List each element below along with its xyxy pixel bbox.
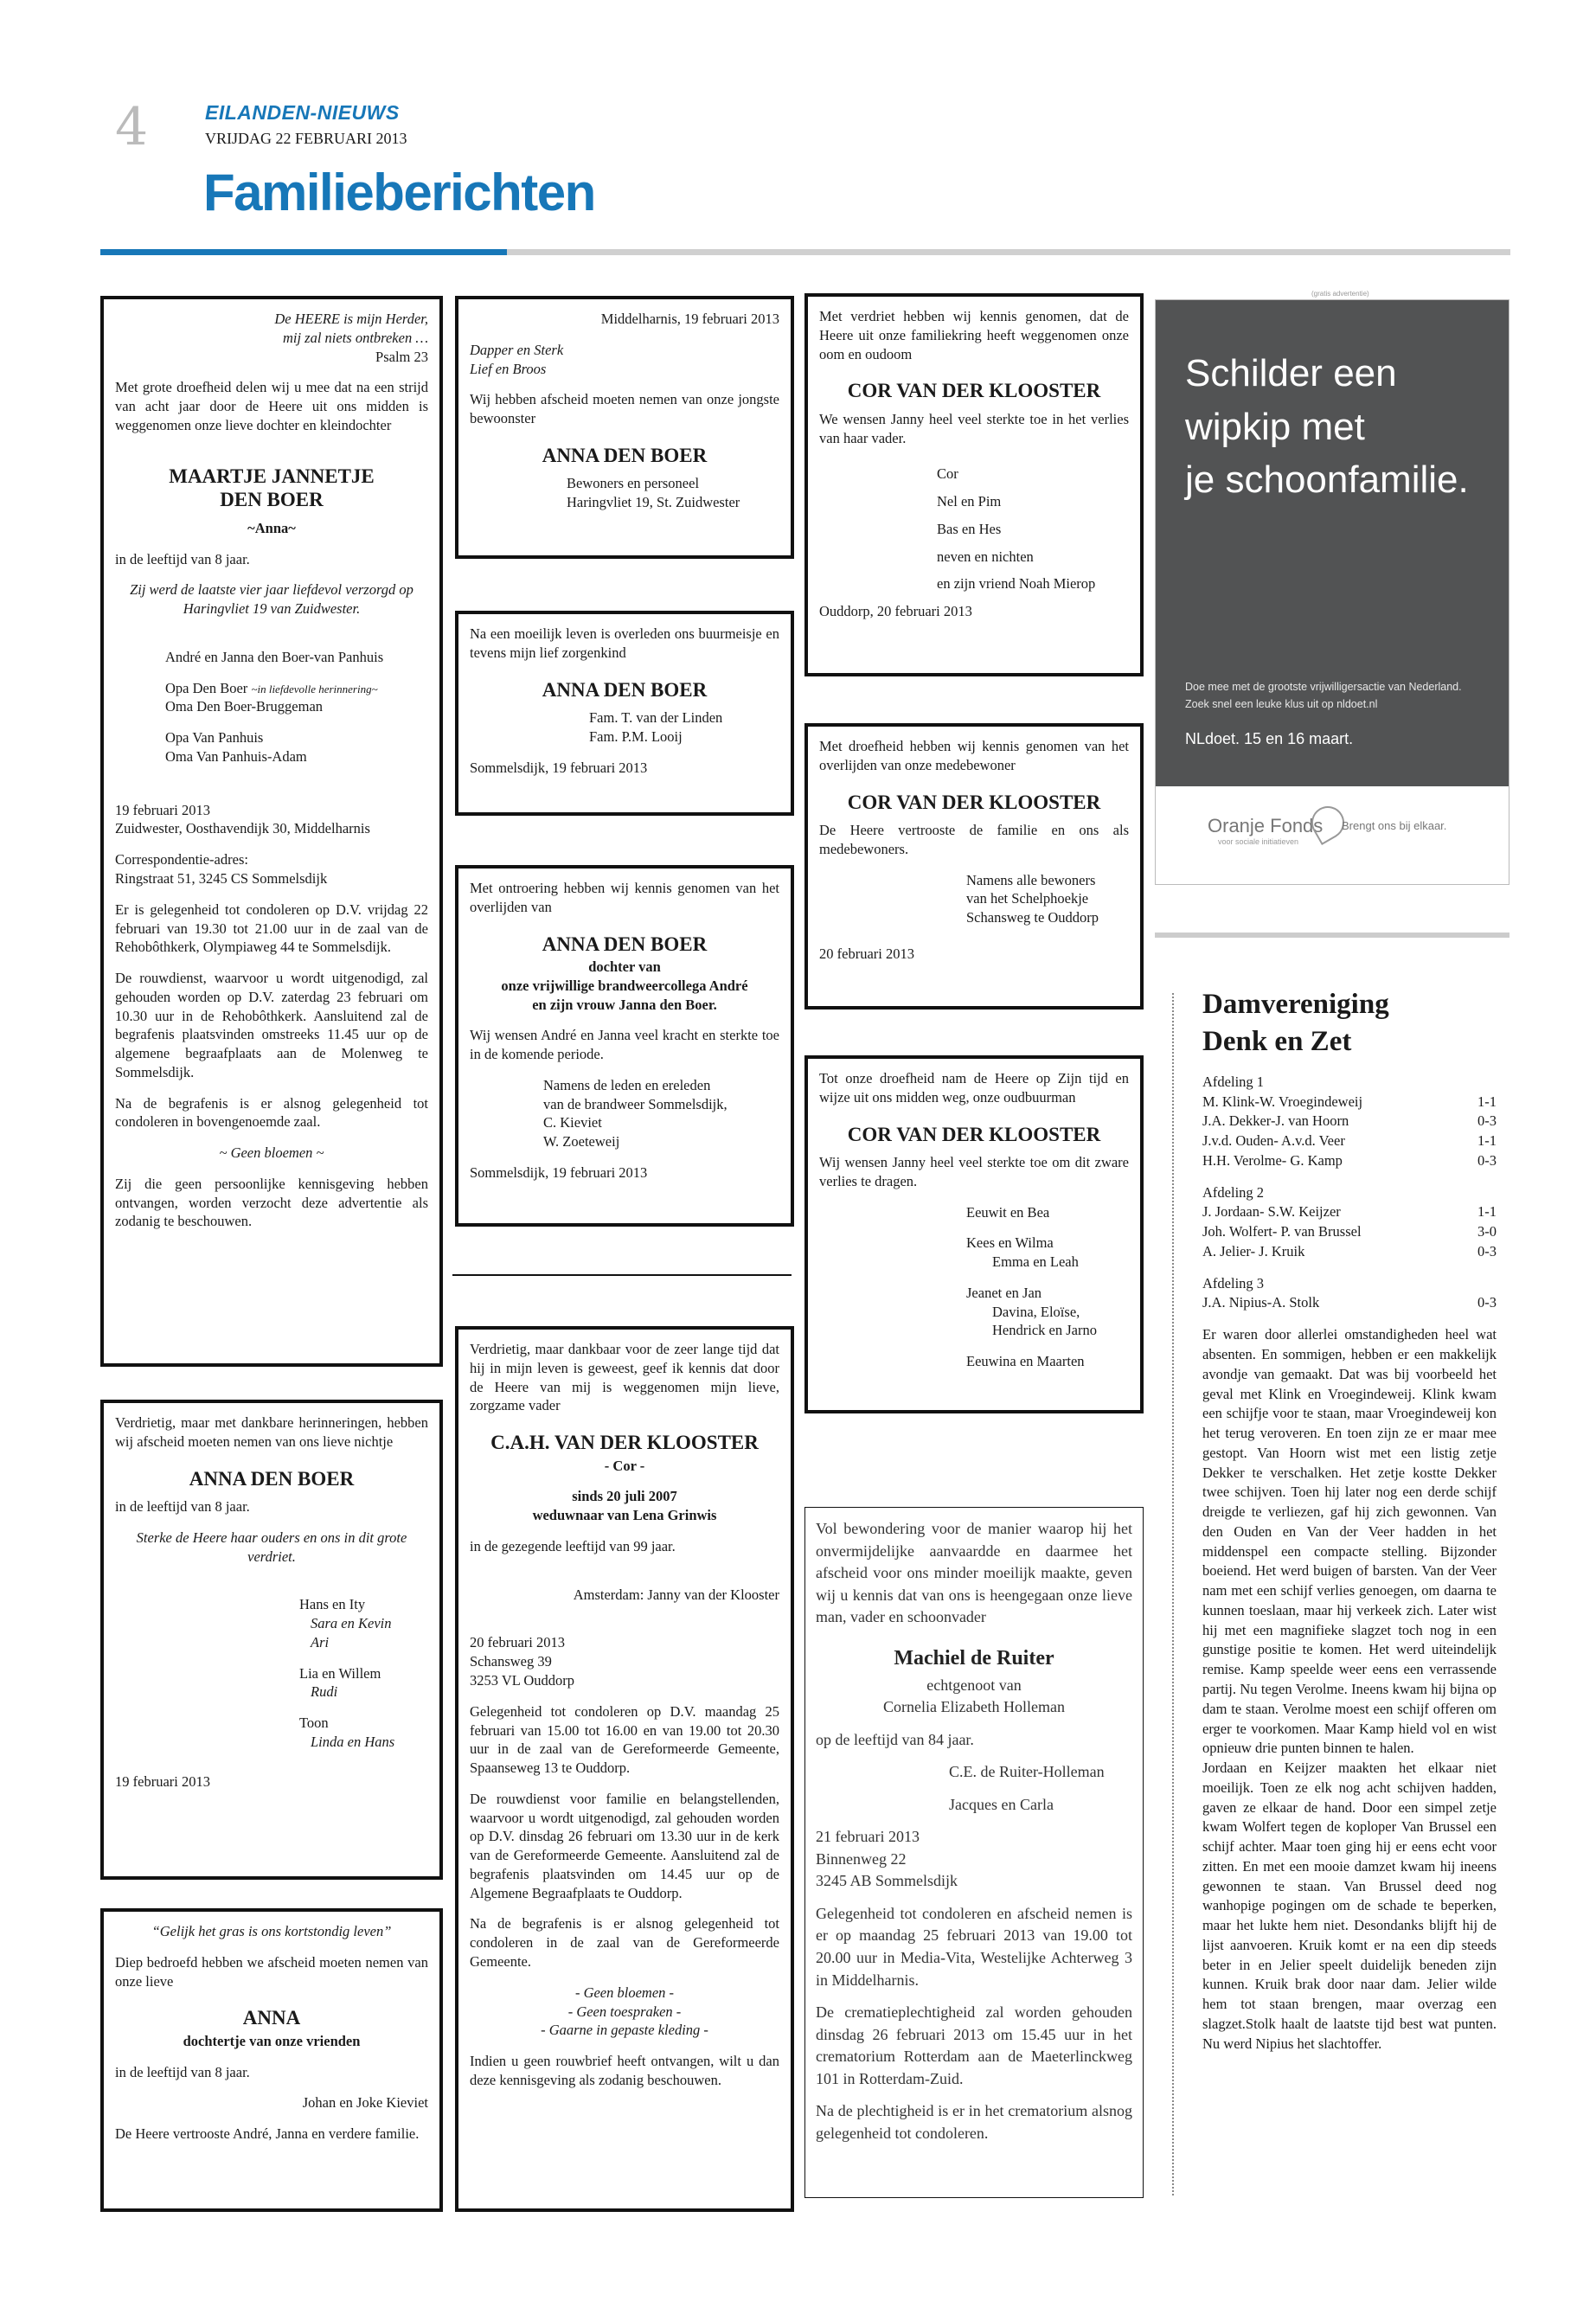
ad5-s2: Fam. P.M. Looij: [589, 727, 683, 745]
ad8-wish: We wensen Janny heel veel sterkte toe in het verlies van haar vader.: [819, 410, 1129, 446]
ad7-service: De rouwdienst voor familie en belangstellenden, waarvoor u wordt uitgenodigd, zal gehouden worden op D.V. dinsdag 26 februari om 13.30 uur in de kerk van de Gereformeerde Gemeente. Aansluitend zal de begrafenis plaatsvinden om 14.45 uur op de Algemene Begraafplaats te Ouddorp.: [470, 1790, 779, 1901]
ad5-name: ANNA DEN BOER: [542, 678, 708, 701]
ad3-quote: “Gelijk het gras is ons kortstondig leven”: [151, 1923, 392, 1939]
ad7-name: C.A.H. VAN DER KLOOSTER: [490, 1432, 759, 1454]
ad9-wish: De Heere vertrooste de familie en ons als medebewoners.: [819, 822, 1129, 857]
ad2-n2: Lia en Willem: [299, 1664, 381, 1682]
header-rule-blue: [100, 249, 507, 255]
ad8-n2: Nel en Pim: [937, 493, 1002, 510]
article-title-2: Denk en Zet: [1202, 1025, 1352, 1057]
ad2-intro: Verdrietig, maar met dankbare herinneringen, hebben wij afscheid moeten nemen van ons lieve nichtje: [115, 1414, 428, 1450]
after-text: Na de begrafenis is er alsnog gelegenheid tot condoleren in bovengenoemde zaal.: [115, 1094, 428, 1131]
ad11-condole: Gelegenheid tot condoleren en afscheid nemen is er op maandag 25 februari 2013 van 19.00 tot 20.00 uur in Media-Vita, Westelijke Achterweg 3 in Middelharnis.: [816, 1904, 1132, 1989]
ad-subtext-1: Doe mee met de grootste vrijwilligersactie van Nederland.: [1185, 681, 1462, 693]
family-2-note: ~in liefdevolle herinnering~: [251, 682, 378, 695]
ad3-wish: De Heere vertrooste André, Janna en verdere familie.: [115, 2125, 420, 2143]
deceased-name-1: MAARTJE JANNETJE: [169, 465, 375, 487]
issue-date: VRIJDAG 22 FEBRUARI 2013: [205, 130, 407, 147]
ad7-b1: sinds 20 juli 2007: [572, 1488, 677, 1505]
oranje-fonds-logo: [1208, 815, 1323, 846]
obituary-bewoonster: [455, 296, 794, 559]
care-line: Zij werd de laatste vier jaar liefdevol verzorgd op Haringvliet 19 van Zuidwester.: [130, 581, 413, 618]
article-title: [1202, 986, 1497, 1061]
ad5-place: Sommelsdijk, 19 februari 2013: [470, 759, 648, 776]
ad7-nick: - Cor -: [604, 1457, 645, 1474]
ad10-name: COR VAN DER KLOOSTER: [847, 1123, 1101, 1145]
obituary-cah-van-der-klooster: [455, 1326, 794, 2212]
ad7-intro: Verdrietig, maar dankbaar voor de zeer lange tijd dat hij in mijn leven is geweest, geef ik kennis dat door de Heere van mij is weggenomen mijn lieve, zorgzame vader: [470, 1341, 779, 1414]
ad-grey-panel: [1156, 300, 1509, 786]
ad7-date: 20 februari 2013: [470, 1634, 565, 1651]
ad7-zip: 3253 VL Ouddorp: [470, 1672, 574, 1689]
header-rule-grey: [507, 249, 1510, 255]
obituary-intro: Met grote droefheid delen wij u mee dat na een strijd van acht jaar door de Heere uit ons midden is weggenomen onze lieve dochter en kleindochter: [115, 379, 428, 433]
ad2-n1k2: Ari: [311, 1633, 330, 1650]
ad2-n2k: Rudi: [311, 1683, 338, 1701]
condole-text: Er is gelegenheid tot condoleren op D.V. vrijdag 22 februari van 19.30 tot 21.00 uur in de zaal van de Rehobôthkerk, Olympiaweg 44 te Sommelsdijk.: [115, 901, 428, 956]
ad1-address: Zuidwester, Oosthavendijk 30, Middelharnis: [115, 820, 370, 837]
dotted-divider: [1172, 993, 1174, 2195]
ad4-place: Middelharnis, 19 februari 2013: [600, 311, 779, 327]
ad5-s1: Fam. T. van der Linden: [589, 709, 723, 727]
ad8-place: Ouddorp, 20 februari 2013: [819, 603, 972, 620]
deceased-name-2: DEN BOER: [220, 489, 324, 511]
ad8-n1: Cor: [937, 465, 958, 483]
ad4-s2: Haringvliet 19, St. Zuidwester: [567, 494, 740, 511]
ad6-b2: onze vrijwillige brandweercollega André: [501, 977, 748, 994]
ad8-n4: neven en nichten: [937, 548, 1034, 565]
article-title-1: Damvereniging: [1202, 989, 1389, 1020]
newspaper-logo: EILANDEN-NIEUWS: [205, 101, 400, 124]
article-body-2: Jordaan en Keijzer maakten het elkaar niet moeilijk. Toen ze elk nog acht schijven hadden, gaven ze elkaar de hand. Door een simpel zetje kwam Wolfert tegen de koploper Van Brussel een schijf achter. Maar toen ging hij er eens echt voor zitten. En met een mooie damzet kwam hij ineens gewonnen te staan. Van Brussel deed nog wanhopige pogingen om de schade te beperken, maar het lukte hem niet. Desondanks blijft hij de lijst aanvoeren. Kruik komt er na een dip steeds beter in en Jelier speelt duidelijk beneden zijn kunnen. Kruik brak door naar dam. Jelier wilde hem tot staan brengen, maar overzag een slagzet.Stolk haalt de laatste tijd best wat punten. Nu werd Nipius het slachtoffer.: [1202, 1759, 1497, 2052]
ad11-name: Machiel de Ruiter: [894, 1646, 1054, 1670]
ad9-date: 20 februari 2013: [819, 945, 914, 962]
ad2-name: ANNA DEN BOER: [189, 1467, 355, 1490]
ad3-name: ANNA: [242, 2007, 301, 2029]
ad7-f1: - Geen bloemen -: [574, 1984, 675, 2001]
ad11-s1: echtgenoot van: [926, 1676, 1022, 1694]
group-2: [1202, 1183, 1497, 1262]
psalm-ref: Psalm 23: [375, 348, 428, 365]
ad10-wish: Wij wensen Janny heel veel sterkte toe om dit zware verlies te dragen.: [819, 1154, 1129, 1189]
ad2-n1k: Sara en Kevin: [311, 1615, 392, 1632]
ad7-f3: - Gaarne in gepaste kleding -: [541, 2022, 708, 2039]
ad7-condole: Gelegenheid tot condoleren op D.V. maandag 25 februari van 15.00 tot 16.00 en van 19.00 tot 20.30 uur in de zaal van de Gereformeerde Gemeente, Spaanseweg 13 te Ouddorp.: [470, 1702, 779, 1777]
ad6-s1: Namens de leden en ereleden: [543, 1076, 711, 1093]
family-2: Opa Den Boer: [165, 679, 248, 696]
group-1: [1202, 1073, 1497, 1171]
ad3-sub: dochtertje van onze vrienden: [183, 2032, 361, 2049]
nldoet-advertisement[interactable]: [1155, 290, 1509, 885]
ad7-b2: weduwnaar van Lena Grinwis: [532, 1507, 717, 1524]
ad10-n3b: Davina, Eloïse,: [992, 1303, 1080, 1320]
ad9-s3: Schansweg te Ouddorp: [966, 909, 1099, 926]
family-3: Oma Den Boer-Bruggeman: [165, 698, 324, 715]
ad11-f1: C.E. de Ruiter-Holleman: [949, 1763, 1105, 1781]
brand-name: Oranje Fonds: [1208, 815, 1324, 836]
ad6-s4: W. Zoeteweij: [543, 1133, 620, 1150]
ad3-from: Johan en Joke Kieviet: [302, 2094, 428, 2112]
group-label: Afdeling 2: [1202, 1183, 1265, 1201]
ad10-n2: Kees en Wilma: [966, 1234, 1054, 1252]
family-4: Opa Van Panhuis: [165, 729, 264, 747]
flowers-note: ~ Geen bloemen ~: [219, 1144, 324, 1162]
ad-headline-3: je schoonfamilie.: [1185, 458, 1469, 502]
column-rule-grey: [1155, 933, 1509, 938]
brand-sub: voor sociale initiatieven: [1218, 837, 1299, 846]
deceased-nickname: ~Anna~: [247, 519, 296, 536]
ad5-intro: Na een moeilijk leven is overleden ons buurmeisje en tevens mijn lief zorgenkind: [470, 625, 779, 661]
ad-headline-1: Schilder een: [1185, 352, 1397, 394]
ad11-s2: Cornelia Elizabeth Holleman: [883, 1698, 1065, 1716]
obituary-maartje-den-boer: [100, 296, 443, 1367]
service-text: De rouwdienst, waarvoor u wordt uitgenodigd, zal gehouden worden op D.V. zaterdag 23 februari om 10.30 uur in de Rehobôthkerk. Aansluitend zal de begrafenis plaatsvinden omstreeks 11.45 uur op de algemene begraafplaats aan de Molenweg te Sommelsdijk.: [115, 970, 428, 1080]
ad2-date: 19 februari 2013: [115, 1772, 210, 1790]
ad8-intro: Met verdriet hebben wij kennis genomen, dat de Heere uit onze familiekring heeft weggenomen onze oom en oudoom: [819, 308, 1129, 362]
ad10-n3: Jeanet en Jan: [966, 1284, 1042, 1301]
column-divider: [452, 1274, 792, 1276]
result-row: J. Jordaan- S.W. Keijzer 1-1: [1202, 1203, 1497, 1221]
ad10-n3c: Hendrick en Jarno: [992, 1322, 1097, 1339]
ad7-street: Schansweg 39: [470, 1653, 552, 1670]
ad11-intro: Vol bewondering voor de manier waarop hij het onvermijdelijke aanvaardde en daarmee het afscheid voor ons minder moeilijk maakte, geven wij u kennis dat van ons is heengegaan onze lieve man, vader en schoonvader: [816, 1520, 1132, 1626]
result-row: J.v.d. Ouden- A.v.d. Veer 1-1: [1202, 1132, 1497, 1150]
ad6-b1: dochter van: [588, 958, 661, 976]
ad7-f2: - Geen toespraken -: [567, 2003, 682, 2020]
ad3-age: in de leeftijd van 8 jaar.: [115, 2063, 250, 2080]
ad8-n5: en zijn vriend Noah Mierop: [937, 575, 1096, 593]
age-line: in de leeftijd van 8 jaar.: [115, 550, 250, 567]
ad3-intro: Diep bedroefd hebben we afscheid moeten nemen van onze lieve: [115, 1953, 428, 1990]
ad6-intro: Met ontroering hebben wij kennis genomen van het overlijden van: [470, 880, 779, 915]
ad7-notice: Indien u geen rouwbrief heeft ontvangen, wilt u dan deze kennisgeving als zodanig beschouwen.: [470, 2053, 779, 2088]
ad7-after: Na de begrafenis is er alsnog gelegenheid tot condoleren in de zaal van de Gereformeerde Gemeente.: [470, 1915, 779, 1970]
ad11-cremation: De crematieplechtigheid zal worden gehouden dinsdag 26 februari 2013 om 15.45 uur in het crematorium Rotterdam aan de Maeterlinckweg 101 in Rotterdam-Zuid.: [816, 2003, 1132, 2087]
result-row: A. Jelier- J. Kruik 0-3: [1202, 1242, 1497, 1259]
result-row: M. Klink-W. Vroegindeweij 1-1: [1202, 1093, 1497, 1110]
ad8-name: COR VAN DER KLOOSTER: [847, 380, 1101, 402]
ad1-date: 19 februari 2013: [115, 801, 210, 818]
ad11-street: Binnenweg 22: [816, 1849, 907, 1868]
ad6-s2: van de brandweer Sommelsdijk,: [543, 1095, 727, 1112]
group-label: Afdeling 3: [1202, 1274, 1265, 1292]
obituary-anna-friends: [100, 1908, 443, 2212]
ad10-n4: Eeuwina en Maarten: [966, 1353, 1085, 1370]
ad6-wish: Wij wensen André en Janna veel kracht en sterkte toe in de komende periode.: [470, 1027, 779, 1063]
ad11-f2: Jacques en Carla: [949, 1795, 1054, 1813]
ad10-n2b: Emma en Leah: [992, 1253, 1079, 1271]
ad6-place: Sommelsdijk, 19 februari 2013: [470, 1164, 648, 1182]
ad-headline-2: wipkip met: [1185, 405, 1365, 448]
result-row: Joh. Wolfert- P. van Brussel 3-0: [1202, 1223, 1497, 1240]
ad9-s1: Namens alle bewoners: [966, 871, 1096, 888]
ad7-age: in de gezegende leeftijd van 99 jaar.: [470, 1537, 676, 1554]
ad-subtext-2: Zoek snel een leuke klus uit op nldoet.nl: [1185, 698, 1378, 710]
corr-address: Ringstraat 51, 3245 CS Sommelsdijk: [115, 869, 328, 887]
corr-label: Correspondentie-adres:: [115, 851, 248, 868]
group-3: [1202, 1274, 1497, 1314]
ad6-b3: en zijn vrouw Janna den Boer.: [532, 996, 717, 1013]
ad-headline: [1185, 347, 1469, 507]
ad10-n1: Eeuwit en Bea: [966, 1203, 1050, 1221]
ad11-after: Na de plechtigheid is er in het crematorium alsnog gelegenheid tot condoleren.: [816, 2102, 1132, 2142]
obituary-brandweer: [455, 865, 794, 1227]
obituary-cor-medebewoners: [804, 723, 1144, 1009]
page-number: 4: [115, 97, 149, 157]
ad4-name: ANNA DEN BOER: [542, 444, 708, 466]
ad-subtext: [1185, 678, 1462, 713]
ad10-intro: Tot onze droefheid nam de Heere op Zijn tijd en wijze uit ons midden weg, onze oudbuurman: [819, 1070, 1129, 1106]
ad8-n3: Bas en Hes: [937, 520, 1002, 537]
family-5: Oma Van Panhuis-Adam: [165, 747, 307, 765]
result-row: J.A. Dekker-J. van Hoorn 0-3: [1202, 1112, 1497, 1130]
obituary-cor-buren: [804, 1055, 1144, 1413]
ad-footer: NLdoet. 15 en 16 maart.: [1185, 730, 1354, 747]
result-row: H.H. Verolme- G. Kamp 0-3: [1202, 1151, 1497, 1169]
brand-slogan: Brengt ons bij elkaar.: [1342, 819, 1447, 832]
ad4-i1: Dapper en Sterk: [470, 341, 564, 358]
ad2-age: in de leeftijd van 8 jaar.: [115, 1498, 250, 1516]
ad2-n3: Toon: [299, 1715, 329, 1732]
ad-tag: (gratis advertentie): [1311, 290, 1369, 298]
ad11-date: 21 februari 2013: [816, 1828, 920, 1846]
ad6-name: ANNA DEN BOER: [542, 933, 708, 955]
ad9-name: COR VAN DER KLOOSTER: [847, 791, 1101, 813]
ad7-from: Amsterdam: Janny van der Klooster: [573, 1586, 779, 1603]
ad2-n3k: Linda en Hans: [311, 1734, 395, 1751]
family-1: André en Janna den Boer-van Panhuis: [165, 648, 384, 665]
section-title: Familieberichten: [203, 163, 595, 221]
obituary-cor-familie: [804, 293, 1144, 676]
obituary-niece: [100, 1400, 443, 1880]
obituary-machiel-de-ruiter: [804, 1507, 1144, 2198]
psalm-line-1: De HEERE is mijn Herder,: [274, 311, 428, 327]
article-body: Er waren door allerlei omstandigheden heel wat absenten. En sommigen, hebben er een makkelijk avondje van gemaakt. Dat was bij voorbeeld het geval met Klink en Vroegindeweij. Klink kwam een schijfje voor te staan, maar Vroegindeweij kon het terug veroveren. En toen zijn ze er maar mee gestopt. Van Hoorn wist met een listig zetje Dekker te verschalken. Het zetje kostte Dekker twee schijven. Toen hij later nog een derde schijf dreigde te verliezen, gaf hij zich gewonnen. Van den Ouden en Van der Veer hadden in het middenspel een compacte stelling. Bijzonder boeiend. Het werd buigen of barsten. Van der Veer nam met een schijf verlies genoegen, om daarna te kunnen toeslaan, maar hij verkeek zich. Later wist hij met een magnifieke slagzet toch nog in een gunstige positie te komen. Het werd uiteindelijk remise. Kamp speelde weer eens een verrassende partij. Nu tegen Verolme. Ineens kwam hij bijna op dam te staan. Verolme moest een schijf offeren om erger te voorkomen. Maar Kamp hield vol en wist opnieuw drie punten binnen te halen.: [1202, 1326, 1497, 1757]
ad6-s3: C. Kieviet: [543, 1114, 602, 1131]
ad11-zip: 3245 AB Sommelsdijk: [816, 1872, 958, 1890]
notice-text: Zij die geen persoonlijke kennisgeving hebben ontvangen, worden verzocht deze advertentie als zodanig te beschouwen.: [115, 1175, 428, 1230]
ad4-intro: Wij hebben afscheid moeten nemen van onze jongste bewoonster: [470, 391, 779, 427]
obituary-buurmeisje: [455, 611, 794, 816]
ad9-intro: Met droefheid hebben wij kennis genomen van het overlijden van onze medebewoner: [819, 738, 1129, 773]
ad11-age: op de leeftijd van 84 jaar.: [816, 1730, 974, 1748]
result-row: J.A. Nipius-A. Stolk 0-3: [1202, 1294, 1497, 1311]
psalm-line-2: mij zal niets ontbreken …: [282, 329, 428, 346]
ad4-i2: Lief en Broos: [470, 360, 547, 377]
damvereniging-article: [1202, 986, 1497, 2054]
group-label: Afdeling 1: [1202, 1073, 1265, 1090]
ad4-s1: Bewoners en personeel: [567, 475, 700, 492]
ad2-wish: Sterke de Heere haar ouders en ons in dit grote verdriet.: [136, 1529, 407, 1565]
ad9-s2: van het Schelphoekje: [966, 890, 1089, 907]
ad2-n1: Hans en Ity: [299, 1596, 366, 1613]
